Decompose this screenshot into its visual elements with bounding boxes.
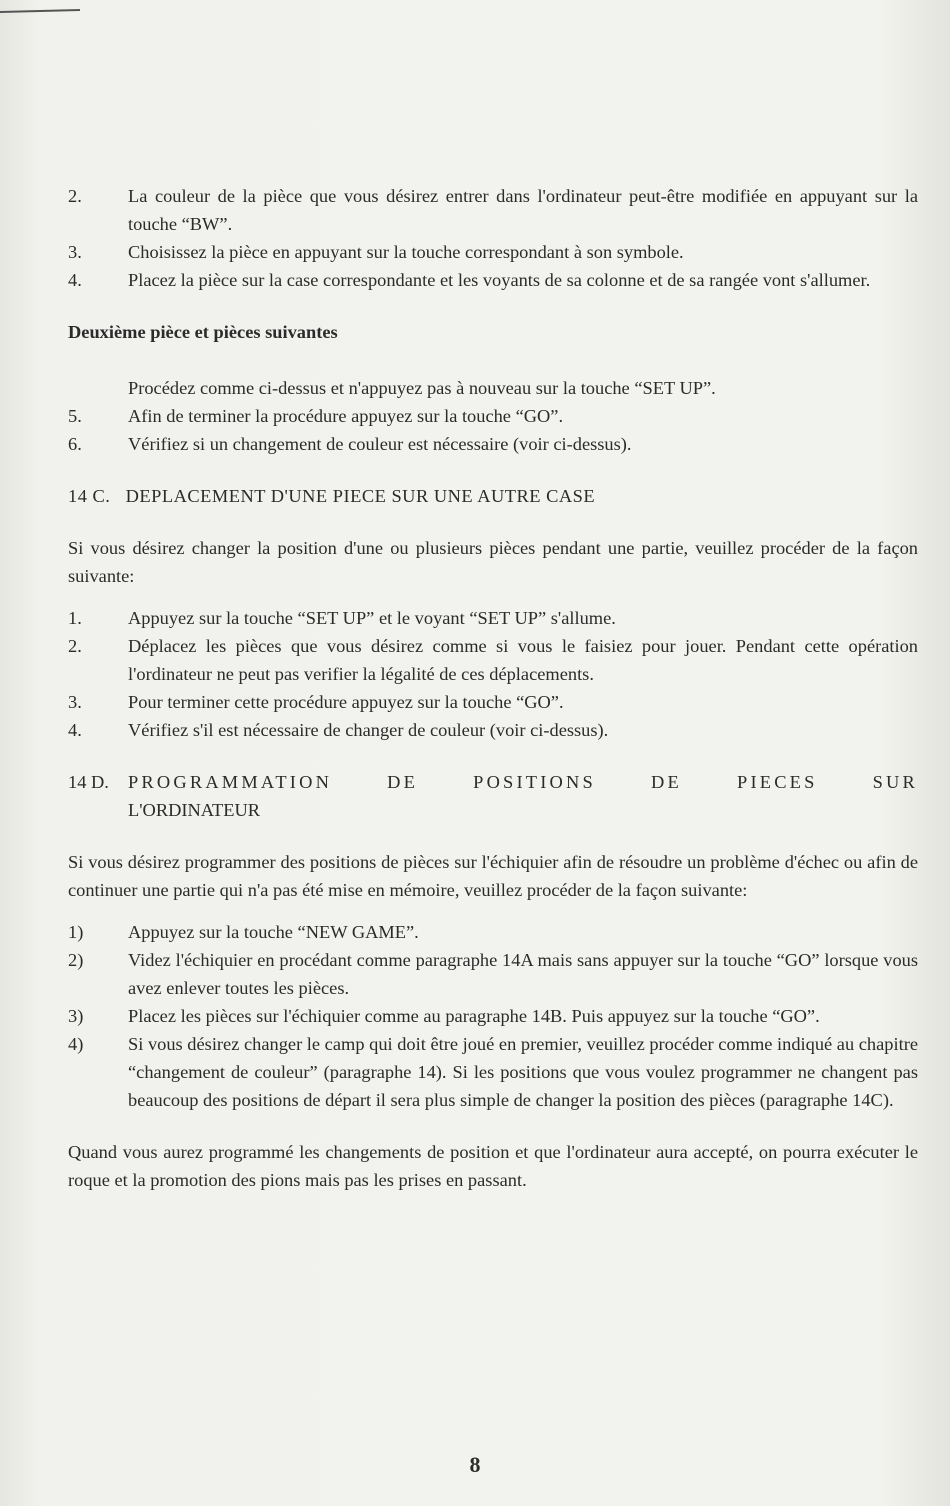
item-text: Vérifiez s'il est nécessaire de changer de couleur (voir ci-dessus). [128,720,609,740]
item-text: Si vous désirez changer le camp qui doit être joué en premier, veuillez procéder comme indiqué au chapitre “changement de couleur” (paragraphe 14). Si les positions que vous voulez programmer ne changent pas beaucoup des positions de départ il sera plus simple de changer la position des pièces (paragraphe 14C). [128,1034,918,1110]
paragraph: Procédez comme ci-dessus et n'appuyez pas à nouveau sur la touche “SET UP”. [128,378,716,398]
item-text: Placez la pièce sur la case correspondante et les voyants de sa colonne et de sa rangée vont s'allumer. [128,270,871,290]
list-item [68,918,918,946]
section-c-intro: Si vous désirez changer la position d'une ou plusieurs pièces pendant une partie, veuillez procéder de la façon suivante: [68,538,918,586]
item-number: 2. [68,636,82,656]
list-item [68,632,918,688]
list-item [68,182,918,238]
item-number: 2) [68,950,84,970]
section-d-title-line2: L'ORDINATEUR [128,800,261,820]
list-item [68,716,918,744]
section-d-number: 14 D. [68,772,109,792]
item-text: Videz l'échiquier en procédant comme paragraphe 14A mais sans appuyer sur la touche “GO” lorsque vous avez enlever toutes les pièces. [128,950,918,998]
item-number: 1) [68,922,84,942]
list-item [68,266,918,294]
list-item [68,430,918,458]
item-text: Appuyez sur la touche “SET UP” et le voyant “SET UP” s'allume. [128,608,616,628]
item-number: 5. [68,406,82,426]
item-number: 3. [68,692,82,712]
item-number: 1. [68,608,82,628]
list-item [68,946,918,1002]
list-item [68,604,918,632]
item-text: La couleur de la pièce que vous désirez entrer dans l'ordinateur peut-être modifiée en appuyant sur la touche “BW”. [128,186,918,234]
list-item [68,1002,918,1030]
item-number: 4) [68,1034,84,1054]
item-number: 4. [68,720,82,740]
section-c-heading: 14 C. DEPLACEMENT D'UNE PIECE SUR UNE AUTRE CASE [68,486,596,506]
list-item [68,402,918,430]
item-text: Pour terminer cette procédure appuyez sur la touche “GO”. [128,692,564,712]
page-number: 8 [469,1452,481,1477]
list-item [68,238,918,266]
item-number: 3) [68,1006,84,1026]
scan-edge-mark [0,9,80,13]
item-text: Appuyez sur la touche “NEW GAME”. [128,922,419,942]
closing-paragraph: Quand vous aurez programmé les changements de position et que l'ordinateur aura accepté, on pourra exécuter le roque et la promotion des pions mais pas les prises en passant. [68,1142,918,1190]
page-content [68,182,918,1194]
item-text: Afin de terminer la procédure appuyez sur la touche “GO”. [128,406,564,426]
item-number: 2. [68,186,82,206]
item-text: Placez les pièces sur l'échiquier comme au paragraphe 14B. Puis appuyez sur la touche “GO”. [128,1006,820,1026]
list-item [68,688,918,716]
item-number: 3. [68,242,82,262]
section-d-intro: Si vous désirez programmer des positions de pièces sur l'échiquier afin de résoudre un problème d'échec ou afin de continuer une partie qui n'a pas été mise en mémoire, veuillez procéder de la façon suivante: [68,852,918,900]
item-text: Vérifiez si un changement de couleur est nécessaire (voir ci-dessus). [128,434,632,454]
item-number: 6. [68,434,82,454]
section-d-title-line1: PROGRAMMATION DE POSITIONS DE PIECES SUR [128,772,918,792]
item-number: 4. [68,270,82,290]
section-d-heading [68,768,918,824]
subheading: Deuxième pièce et pièces suivantes [68,322,338,342]
item-text: Déplacez les pièces que vous désirez comme si vous le faisiez pour jouer. Pendant cette opération l'ordinateur ne peut pas verifier la légalité de ces déplacements. [128,636,918,684]
item-text: Choisissez la pièce en appuyant sur la touche correspondant à son symbole. [128,242,684,262]
list-item [68,1030,918,1114]
